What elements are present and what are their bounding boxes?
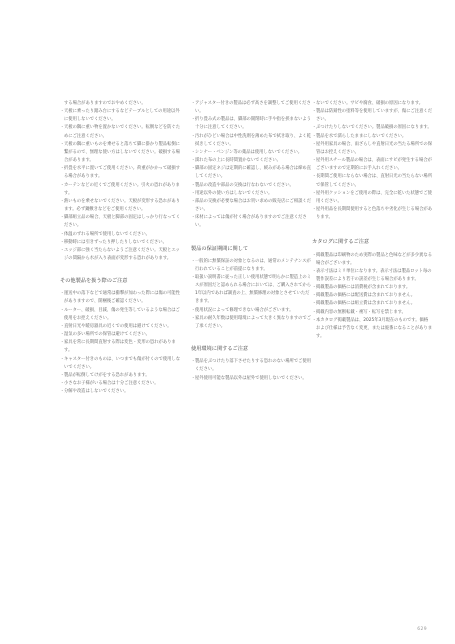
list-item-text: エッジ部に強く当たらないようご注意ください。天板とエッジの間隔から水が入り表面が変形する恐れがあります。	[64, 247, 180, 261]
list-item	[191, 307, 311, 315]
bullet-icon: ・	[312, 190, 317, 196]
list-item	[191, 214, 311, 230]
bullet-icon: ・	[191, 182, 196, 188]
column-2	[191, 100, 311, 383]
list-item	[312, 309, 432, 317]
list-item-text: 用途以外の使い方はしないでください。	[195, 190, 273, 196]
list-item-text: 掲載製品の価格には配送費は含まれておりません。	[316, 293, 416, 299]
list-item	[312, 133, 432, 141]
list-item	[191, 274, 311, 307]
list-item-text: 小さなお子様がいる場合は十分ご注意ください。	[64, 381, 159, 386]
list-item	[191, 157, 311, 165]
list-item	[60, 339, 180, 355]
bullet-icon: ・	[60, 141, 65, 147]
list-item	[60, 141, 180, 165]
list-item-text: 天板の隅に重い物を置かないでください。転倒などを防ぐためにご注意ください。	[64, 125, 181, 139]
list-item-text: 汚れがひどい場合は中性洗剤を薄めた布で拭き取り、よく乾拭きしてください。	[195, 133, 312, 147]
list-item	[60, 380, 180, 388]
list-item	[312, 141, 432, 157]
list-item-text: 折り畳み式の製品は、脚部の開閉時に手や指を挟まないよう十分に注意してください。	[195, 117, 312, 131]
list-item	[312, 292, 432, 300]
list-item-text: ルーター、破損、目減、傷の発生等しているような場合はご使用をお控えください。	[64, 307, 180, 321]
list-item	[60, 356, 180, 372]
bullet-icon: ・	[312, 174, 317, 180]
list-item-text: 折畳を水平に置いてご使用ください。荷重がかかって破損する場合があります。	[64, 166, 181, 180]
bullet-icon: ・	[191, 307, 196, 313]
list-item	[60, 198, 180, 214]
list-item-text: 製品は防錆性の塗料等を使用していますが、傷にご注意ください。	[316, 109, 433, 123]
list-item-text: 熱いものを乗せないでください。天板が変形する恐れがあります。必ず鍋敷きなどをご使用ください。	[64, 198, 181, 213]
list-item	[312, 108, 432, 124]
list-item-text: 屋外使用可能な製品以外は屋外で使用しないでください。	[195, 375, 307, 381]
list-item-text: 本カタログ掲載製品は、2025年3月現在のものです。価格および仕様は予告なく変更、または廃番になることがあります。	[316, 317, 433, 340]
bullet-icon: ・	[191, 101, 196, 106]
bullet-icon: ・	[312, 285, 317, 291]
list-item-text: 体温のずれる場所で使用しないでください。	[64, 231, 150, 237]
list-item-text: 屋外用家具の場合、雨ざらしや直射日光の当たる場所での保管はお控えください。	[316, 141, 433, 155]
list-item	[312, 300, 432, 308]
list-item-text: 分解や改造はしないでください。	[64, 389, 129, 395]
bullet-icon: ・	[60, 231, 65, 237]
list-item-text: 屋外用スチール製品の場合は、表面にサビが発生する場合がございますので定期的にお手入れください。	[316, 158, 432, 172]
list-item-text: 濡れた布の上に長時間置かないでください。	[195, 158, 281, 164]
list-item-text: 床材によっては傷が付く場合がありますのでご注意ください。	[195, 215, 307, 229]
bullet-icon: ・	[312, 207, 317, 213]
bullet-icon: ・	[60, 356, 65, 362]
bullet-icon: ・	[60, 332, 65, 338]
list-item	[191, 165, 311, 181]
list-item-text: 掲載内容の無断転載・複写・転写を禁じます。	[316, 309, 406, 315]
bullet-icon: ・	[60, 109, 65, 115]
list-item-text: 掲載製品の価格には消費税が含まれております。	[316, 285, 411, 291]
bullet-icon: ・	[60, 182, 65, 188]
list-item	[312, 284, 432, 292]
list-item-text: 天板の隅に重いものを乗せると落ちて脚に掛かり製品転倒に繋がるので、無理な使い方はしないでください。破損する場合があります。	[64, 141, 180, 164]
list-item-text: 掲載製品の価格には組立費は含まれておりません。	[316, 301, 416, 307]
list-item-text: 天板に乗ったり踏み台にするなどテーブルとしての用途以外に使用しないでください。	[64, 109, 180, 123]
list-item	[191, 100, 311, 116]
bullet-icon: ・	[191, 117, 196, 123]
bullet-icon: ・	[312, 293, 317, 299]
list-item	[60, 388, 180, 396]
list-item-text: ないでください。サビや腐食、破損の原因になります。	[316, 101, 424, 106]
list-item	[60, 323, 180, 331]
list-item-text: 直射日光や暖房器具の近くでの使用は避けてください。	[64, 323, 172, 329]
bullet-icon: ・	[312, 158, 317, 164]
list-item	[60, 182, 180, 198]
list-item	[312, 252, 432, 268]
list-item-text: 家具の耐久年数は使用環境によって大きく異なりますのでご了承ください。	[195, 315, 312, 329]
bullet-icon: ・	[191, 198, 196, 204]
list-item-text: 製品をぶつけたり落下させたりする恐れのない場所でご使用ください。	[195, 359, 312, 373]
section-heading: その他製品を扱う際のご注意	[60, 278, 128, 285]
bullet-icon: ・	[191, 274, 196, 280]
list-item-text: 脚部組立品の場合、天板と脚部の固定はしっかり行なってください。	[64, 215, 181, 229]
bullet-icon: ・	[191, 166, 196, 172]
list-item	[60, 331, 180, 339]
list-item	[191, 190, 311, 198]
bullet-icon: ・	[60, 198, 65, 204]
list-item-text: 使用状況によって修理できない場合がございます。	[195, 307, 294, 313]
list-item	[312, 317, 432, 341]
list-item-text: 製品を水で濡らしたままにしないでください。	[316, 133, 407, 139]
bullet-icon: ・	[60, 166, 65, 172]
section-heading: 製品の保証期間に関して	[191, 245, 249, 252]
list-item	[60, 108, 180, 124]
bullet-icon: ・	[60, 239, 65, 245]
list-item-text: 家具を常に長期間直射する際は変色・変形の恐れがあります。	[64, 340, 176, 354]
continued-text: する場合がありますのでおやめください。	[64, 101, 146, 106]
list-item-text: カーテンなどの近くでご使用ください。引火の恐れがあります。	[64, 182, 180, 196]
list-item-text: 一般的に無償保証の対象となるのは、通常のメンテナンスが行われていることが前提になります。	[195, 258, 311, 272]
list-item	[191, 149, 311, 157]
bullet-icon: ・	[312, 109, 317, 115]
column-3	[312, 100, 432, 341]
list-item-text: アジャスター付きの製品は必ず高さを調整してご使用ください。	[195, 101, 311, 115]
list-item	[312, 190, 432, 206]
list-item-text: 屋外用クッションをご使用の際は、完全に乾いた状態でご使用ください。	[316, 190, 432, 204]
bullet-icon: ・	[191, 158, 196, 164]
list-item-text: 製品が転倒してけがをする恐れがあります。	[64, 372, 150, 378]
list-item	[191, 182, 311, 190]
list-item	[191, 358, 311, 374]
bullet-icon: ・	[60, 381, 65, 386]
list-item-text: ぶつけたりしないでください。製品破損の原因になります。	[316, 125, 432, 131]
bullet-icon: ・	[60, 340, 65, 346]
list-item	[60, 124, 180, 140]
bullet-icon: ・	[60, 215, 65, 221]
bullet-icon: ・	[191, 359, 196, 365]
bullet-icon: ・	[312, 125, 317, 131]
bullet-icon: ・	[312, 252, 317, 258]
page-number: 629	[417, 627, 427, 632]
bullet-icon: ・	[60, 323, 65, 329]
list-item-text: シンナー・ベンジン等の薬品は使用しないでください。	[195, 149, 303, 155]
list-item	[191, 258, 311, 274]
bullet-icon: ・	[312, 101, 317, 106]
bullet-icon: ・	[312, 268, 317, 274]
bullet-icon: ・	[191, 133, 196, 139]
list-item	[312, 157, 432, 173]
bullet-icon: ・	[191, 190, 196, 196]
bullet-icon: ・	[191, 315, 196, 321]
list-item	[312, 268, 432, 284]
bullet-icon: ・	[312, 309, 317, 315]
section-heading: カタログに関するご注意	[312, 239, 370, 246]
section-heading: 使用環境に関するご注意	[191, 346, 249, 353]
list-item	[312, 173, 432, 189]
bullet-icon: ・	[312, 141, 317, 147]
list-item	[191, 375, 311, 383]
bullet-icon: ・	[60, 247, 65, 253]
list-item-text: 掲載製品は印刷物のため実際の製品と色味などが多少異なる場合がございます。	[316, 252, 433, 266]
list-item	[312, 100, 432, 108]
list-item-text: 脚部の固定ネジは定期的に確認し、緩みがある場合は締め直してください。	[195, 166, 312, 180]
list-item	[60, 239, 180, 247]
bullet-icon: ・	[60, 389, 65, 395]
list-item	[60, 290, 180, 306]
bullet-icon: ・	[312, 133, 317, 139]
list-item	[60, 214, 180, 230]
bullet-icon: ・	[60, 125, 65, 131]
list-item	[191, 315, 311, 331]
column-1	[60, 100, 180, 396]
bullet-icon: ・	[60, 372, 65, 378]
list-item-text: 表示寸法はミリ単位になります。表示寸法は製品ロット毎の製作誤差により若干の誤差が生じる場合があります。	[316, 268, 432, 282]
bullet-icon: ・	[60, 307, 65, 313]
list-item	[191, 198, 311, 214]
list-item	[60, 231, 180, 239]
bullet-icon: ・	[312, 317, 317, 323]
bullet-icon: ・	[60, 291, 65, 297]
list-item-text: 部品の交換が必要な場合はお買い求めの販売店にご相談ください。	[195, 198, 312, 213]
list-item-text: 製品の改造や部品の交換は行なわないでください。	[195, 182, 294, 188]
list-item	[312, 206, 432, 222]
list-item-text: 移動時には引きずったり押したりしないでください。	[64, 239, 167, 245]
list-item	[191, 116, 311, 132]
list-item-text: 屋外用品を長期間使用すると色落ちや劣化が生じる場合があります。	[316, 207, 433, 221]
list-item	[60, 372, 180, 380]
list-item	[60, 165, 180, 181]
list-item-text: 長期間ご使用にならない場合は、直射日光の当たらない場所で保管してください。	[316, 174, 433, 188]
bullet-icon: ・	[191, 375, 196, 381]
list-item-text: 運送中の落下などで通常は衝撃が加わった際には傷の可能性がありますので、開梱後ご確認ください。	[64, 291, 180, 305]
bullet-icon: ・	[312, 301, 317, 307]
list-item	[312, 124, 432, 132]
bullet-icon: ・	[191, 258, 196, 264]
list-item	[60, 307, 180, 323]
list-item	[60, 247, 180, 263]
list-item-text: キャスター付きのものは、いつまでも傷が付くので使用しないでください。	[64, 356, 181, 370]
list-item-text: 湿気の多い場所での保管は避けてください。	[64, 332, 150, 338]
list-item-text: 取扱い説明書に従った正しい使用状態で明らかに製造上のミスが原因だと認められる場合においては、ご購入されてから1年以内であれば調査の上、無償修理の対象とさせていただきます。	[195, 274, 312, 305]
bullet-icon: ・	[191, 149, 196, 155]
bullet-icon: ・	[191, 215, 196, 221]
list-item	[191, 133, 311, 149]
